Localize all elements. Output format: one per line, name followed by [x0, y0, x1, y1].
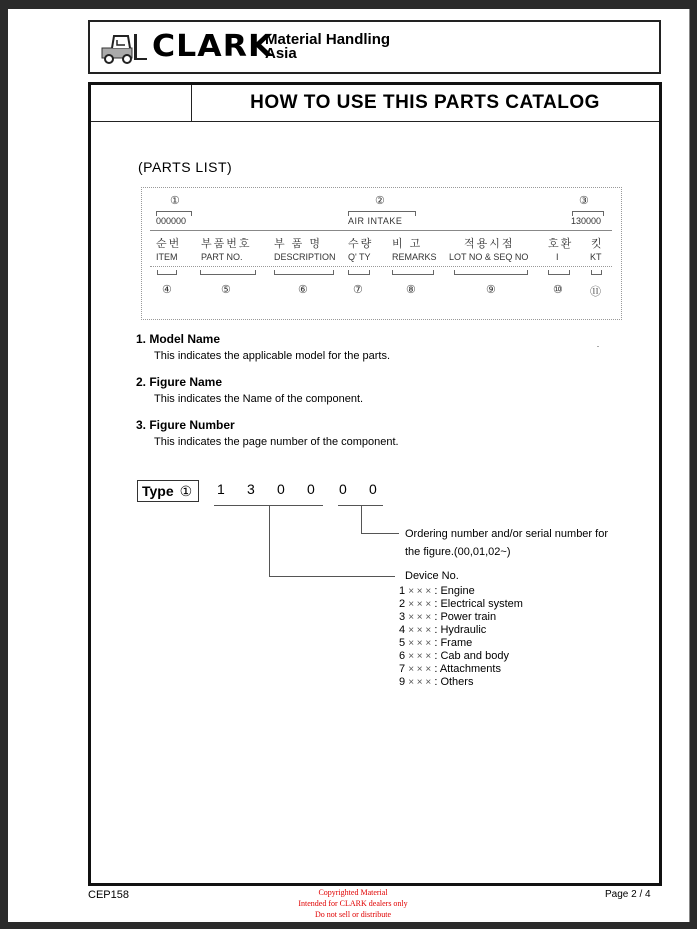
type-digit: 0	[339, 481, 347, 497]
device-code: 9	[399, 676, 406, 688]
ordering-explanation	[405, 525, 608, 561]
device-placeholder: × × ×	[408, 612, 432, 623]
ordering-line: Ordering number and/or serial number for	[405, 528, 608, 540]
title-left-cell	[91, 85, 192, 121]
col-en-lot-no: LOT NO & SEQ NO	[449, 252, 529, 262]
device-placeholder: × × ×	[408, 664, 432, 675]
marker-9: ⑨	[486, 284, 496, 296]
col-kr-remarks: 비 고	[392, 238, 423, 250]
device-name: : Cab and body	[434, 650, 509, 662]
copyright-notice	[278, 887, 428, 920]
device-name: : Hydraulic	[434, 624, 487, 636]
device-item	[399, 663, 523, 676]
content-frame	[88, 82, 662, 886]
divider	[150, 266, 612, 267]
parts-list-diagram	[141, 187, 622, 320]
ordering-connector	[361, 505, 362, 533]
device-item	[399, 585, 523, 598]
type-label: Type	[142, 483, 174, 499]
marker-1: ①	[170, 195, 180, 207]
brand-subtitle-line2: Asia	[265, 45, 297, 62]
device-code: 2	[399, 598, 406, 610]
page-number: Page 2 / 4	[605, 889, 651, 900]
device-connector	[269, 505, 270, 576]
bracket	[157, 270, 177, 275]
model-code: 000000	[156, 216, 187, 226]
device-list	[399, 585, 523, 689]
marker-3: ③	[579, 195, 589, 207]
device-name: : Electrical system	[434, 598, 523, 610]
device-placeholder: × × ×	[408, 586, 432, 597]
marker-8: ⑧	[406, 284, 416, 296]
device-item	[399, 598, 523, 611]
device-item	[399, 624, 523, 637]
section-title: 1. Model Name	[136, 332, 221, 346]
figure-number: 130000	[571, 216, 602, 226]
device-code: 4	[399, 624, 406, 636]
section-description: This indicates the Name of the component.	[154, 393, 364, 405]
device-name: : Power train	[434, 611, 497, 623]
type-digit: 1	[217, 481, 225, 497]
marker-5: ⑤	[221, 284, 231, 296]
device-code: 5	[399, 637, 406, 649]
section-description: This indicates the applicable model for the parts.	[154, 350, 391, 362]
explanation-sections	[136, 331, 399, 460]
device-name: : Attachments	[434, 663, 501, 675]
device-code: 7	[399, 663, 406, 675]
bracket	[392, 270, 434, 275]
col-kr-description: 부 품 명	[274, 238, 322, 250]
marker-7: ⑦	[353, 284, 363, 296]
type-digit: 3	[247, 481, 255, 497]
header-logo-box	[88, 20, 661, 74]
device-placeholder: × × ×	[408, 651, 432, 662]
forklift-logo-icon	[100, 32, 148, 64]
section-title: 2. Figure Name	[136, 375, 223, 389]
ordering-line: the figure.(00,01,02~)	[405, 546, 511, 558]
type-digit: 0	[307, 481, 315, 497]
bracket	[548, 270, 570, 275]
device-item	[399, 637, 523, 650]
device-placeholder: × × ×	[408, 638, 432, 649]
device-code: 1	[399, 585, 406, 597]
marker-2: ②	[375, 195, 385, 207]
stray-mark	[597, 346, 599, 347]
col-kr-kit: 킷	[591, 238, 604, 250]
brand-subtitle	[265, 33, 390, 61]
bracket	[274, 270, 334, 275]
device-item	[399, 611, 523, 624]
type-digit: 0	[277, 481, 285, 497]
col-en-item: ITEM	[156, 252, 178, 262]
marker-6: ⑥	[298, 284, 308, 296]
section-title: 3. Figure Number	[136, 418, 235, 432]
device-name: : Frame	[434, 637, 473, 649]
type-digit: 0	[369, 481, 377, 497]
ordering-connector	[361, 533, 399, 534]
device-name: : Engine	[434, 585, 475, 597]
document-code: CEP158	[88, 889, 129, 901]
col-en-interchange: I	[556, 252, 559, 262]
notice-line: Do not sell or distribute	[315, 910, 391, 919]
device-item	[399, 650, 523, 663]
device-title: Device No.	[405, 570, 459, 582]
col-en-kit: KT	[590, 252, 602, 262]
col-en-remarks: REMARKS	[392, 252, 437, 262]
col-kr-part-no: 부품번호	[201, 238, 252, 250]
device-connector	[269, 576, 395, 577]
divider	[150, 230, 612, 231]
marker-11: ⑪	[590, 286, 601, 298]
page-title: HOW TO USE THIS PARTS CATALOG	[250, 92, 600, 113]
figure-name: AIR INTAKE	[348, 216, 403, 226]
title-row	[91, 85, 659, 122]
device-code: 3	[399, 611, 406, 623]
type-label-box	[137, 480, 199, 502]
device-item	[399, 676, 523, 689]
device-code: 6	[399, 650, 406, 662]
device-placeholder: × × ×	[408, 677, 432, 688]
bracket	[200, 270, 256, 275]
col-en-description: DESCRIPTION	[274, 252, 336, 262]
marker-10: ⑩	[553, 284, 563, 296]
bracket	[348, 270, 370, 275]
notice-line: Copyrighted Material	[318, 888, 388, 897]
device-placeholder: × × ×	[408, 625, 432, 636]
bracket	[591, 270, 602, 275]
parts-list-heading: (PARTS LIST)	[138, 159, 233, 175]
col-en-qty: Q' TY	[348, 252, 371, 262]
device-placeholder: × × ×	[408, 599, 432, 610]
type-marker: ①	[179, 483, 193, 499]
brand-logo-text: CLARK	[152, 29, 274, 64]
document-page	[8, 9, 690, 922]
notice-line: Intended for CLARK dealers only	[298, 899, 408, 908]
col-kr-interchange: 호환	[548, 238, 574, 250]
brand-subtitle-line1: Material Handling	[265, 31, 391, 48]
col-kr-item: 순번	[156, 238, 182, 250]
marker-4: ④	[162, 284, 172, 296]
col-kr-qty: 수량	[348, 238, 374, 250]
col-en-part-no: PART NO.	[201, 252, 243, 262]
device-name: : Others	[434, 676, 474, 688]
section-description: This indicates the page number of the component.	[154, 436, 399, 448]
bracket	[454, 270, 528, 275]
col-kr-lot-no: 적용시점	[464, 238, 515, 250]
